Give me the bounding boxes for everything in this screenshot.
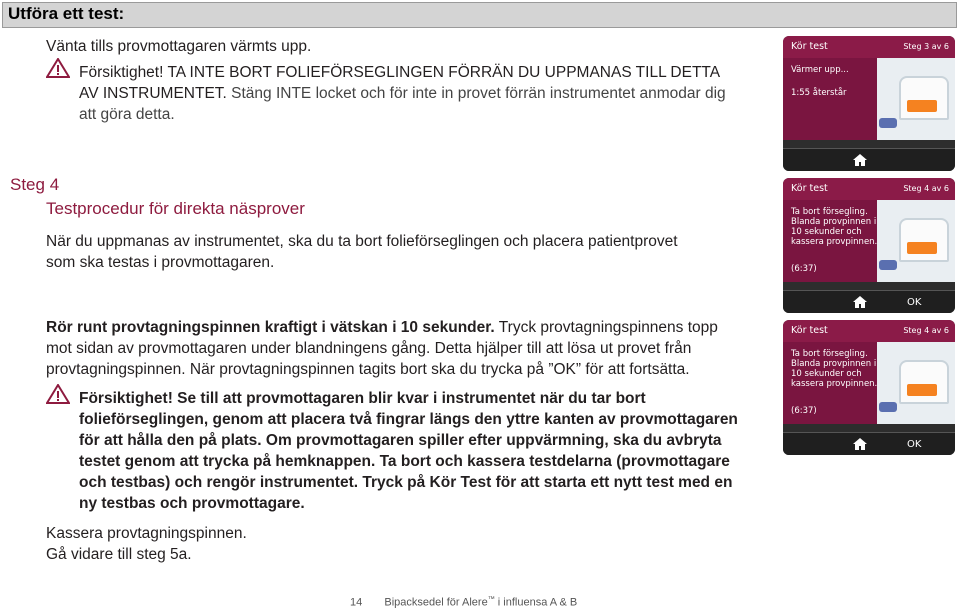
footer-text: Bipacksedel för Alere xyxy=(384,596,488,609)
mix-line-1: Rör runt provtagningspinnen kraftigt i vätskan i 10 sekunder. Tryck provtagningspinnens topp xyxy=(46,319,718,336)
screen-step: Steg 3 av 6 xyxy=(903,42,949,51)
caution2-line-3: för att hålla den på plats. Om provmottagaren spiller efter uppvärmning, ska du avbryta xyxy=(79,432,722,449)
page-number: 14 xyxy=(350,596,363,609)
device-illustration xyxy=(877,58,955,140)
blue-base-image xyxy=(879,402,897,412)
screen-line: Ta bort försegling. xyxy=(791,207,868,217)
orange-slot-image xyxy=(907,384,937,396)
sample-receiver-image xyxy=(899,76,949,120)
screen-line: Ta bort försegling. xyxy=(791,349,868,359)
screen-button-bar xyxy=(783,290,955,313)
sample-receiver-image xyxy=(899,360,949,404)
mix-line-3: provtagningspinnen. När provtagningspinnen tagits bort ska du trycka på ”OK” för att fortsätta. xyxy=(46,361,690,378)
device-screen-3 xyxy=(783,320,955,455)
screen-step: Steg 4 av 6 xyxy=(903,184,949,193)
caution-line-1: Försiktighet! TA INTE BORT FOLIEFÖRSEGLINGEN FÖRRÄN DU UPPMANAS TILL DETTA xyxy=(79,64,721,81)
step-title: Steg 4 xyxy=(10,175,60,194)
step-subtitle: Testprocedur för direkta näsprover xyxy=(46,199,305,218)
screen-line: 10 sekunder och xyxy=(791,369,862,379)
blue-base-image xyxy=(879,118,897,128)
device-illustration xyxy=(877,200,955,282)
device-illustration xyxy=(877,342,955,424)
screen-line: (6:37) xyxy=(791,406,817,416)
step4-line-1: När du uppmanas av instrumentet, ska du ta bort folieförseglingen och placera patientprovet xyxy=(46,233,678,250)
caution2-line-2: folieförseglingen, genom att placera två fingrar längs den yttre kanten av provmottagaren xyxy=(79,411,738,428)
screen-line: Blanda provpinnen i xyxy=(791,217,877,227)
next-step-text: Gå vidare till steg 5a. xyxy=(46,546,192,563)
wait-text: Vänta tills provmottagaren värmts upp. xyxy=(46,38,312,55)
screen-line: Blanda provpinnen i xyxy=(791,359,877,369)
footer-text-2: i influensa A & B xyxy=(494,596,578,609)
ok-button[interactable]: OK xyxy=(907,439,922,450)
page-title: Utföra ett test: xyxy=(8,4,125,23)
discard-text: Kassera provtagningspinnen. xyxy=(46,525,247,542)
screen-line: (6:37) xyxy=(791,264,817,274)
sample-receiver-image xyxy=(899,218,949,262)
ok-button[interactable]: OK xyxy=(907,297,922,308)
screen-title: Kör test xyxy=(791,325,828,336)
header-bar xyxy=(2,2,957,28)
caution-line-3: att göra detta. xyxy=(79,106,175,123)
page-footer xyxy=(350,596,577,609)
screen-title: Kör test xyxy=(791,41,828,52)
device-screen-1 xyxy=(783,36,955,171)
caution2-line-1: Försiktighet! Se till att provmottagaren blir kvar i instrumentet när du tar bort xyxy=(79,390,646,407)
home-icon[interactable] xyxy=(852,436,868,452)
caution2-line-4: testet genom att trycka på hemknappen. Ta bort och kassera testdelarna (provmottagare xyxy=(79,453,730,470)
screen-line: 10 sekunder och xyxy=(791,227,862,237)
device-screen-2 xyxy=(783,178,955,313)
home-icon[interactable] xyxy=(852,152,868,168)
screen-button-bar xyxy=(783,432,955,455)
screen-line: kassera provpinnen. xyxy=(791,237,878,247)
warning-icon xyxy=(46,384,70,404)
orange-slot-image xyxy=(907,100,937,112)
screen-button-bar xyxy=(783,148,955,171)
caution2-line-5: och testbas) och rengör instrumentet. Tryck på Kör Test för att starta ett nytt test med en xyxy=(79,474,733,491)
caution-line-2: AV INSTRUMENTET. Stäng INTE locket och för inte in provet förrän instrumentet anmodar dig xyxy=(79,85,726,102)
screen-title: Kör test xyxy=(791,183,828,194)
mix-line-2: mot sidan av provmottagaren under blandningens gång. Detta hjälper till att lösa ut provet från xyxy=(46,340,692,357)
blue-base-image xyxy=(879,260,897,270)
screen-step: Steg 4 av 6 xyxy=(903,326,949,335)
caution2-line-6: ny testbas och provmottagare. xyxy=(79,495,305,512)
warning-icon xyxy=(46,58,70,78)
trademark: ™ xyxy=(487,596,495,603)
orange-slot-image xyxy=(907,242,937,254)
screen-line: 1:55 återstår xyxy=(791,88,847,98)
screen-line: Värmer upp... xyxy=(791,65,849,75)
home-icon[interactable] xyxy=(852,294,868,310)
step4-line-2: som ska testas i provmottagaren. xyxy=(46,254,275,271)
screen-line: kassera provpinnen. xyxy=(791,379,878,389)
